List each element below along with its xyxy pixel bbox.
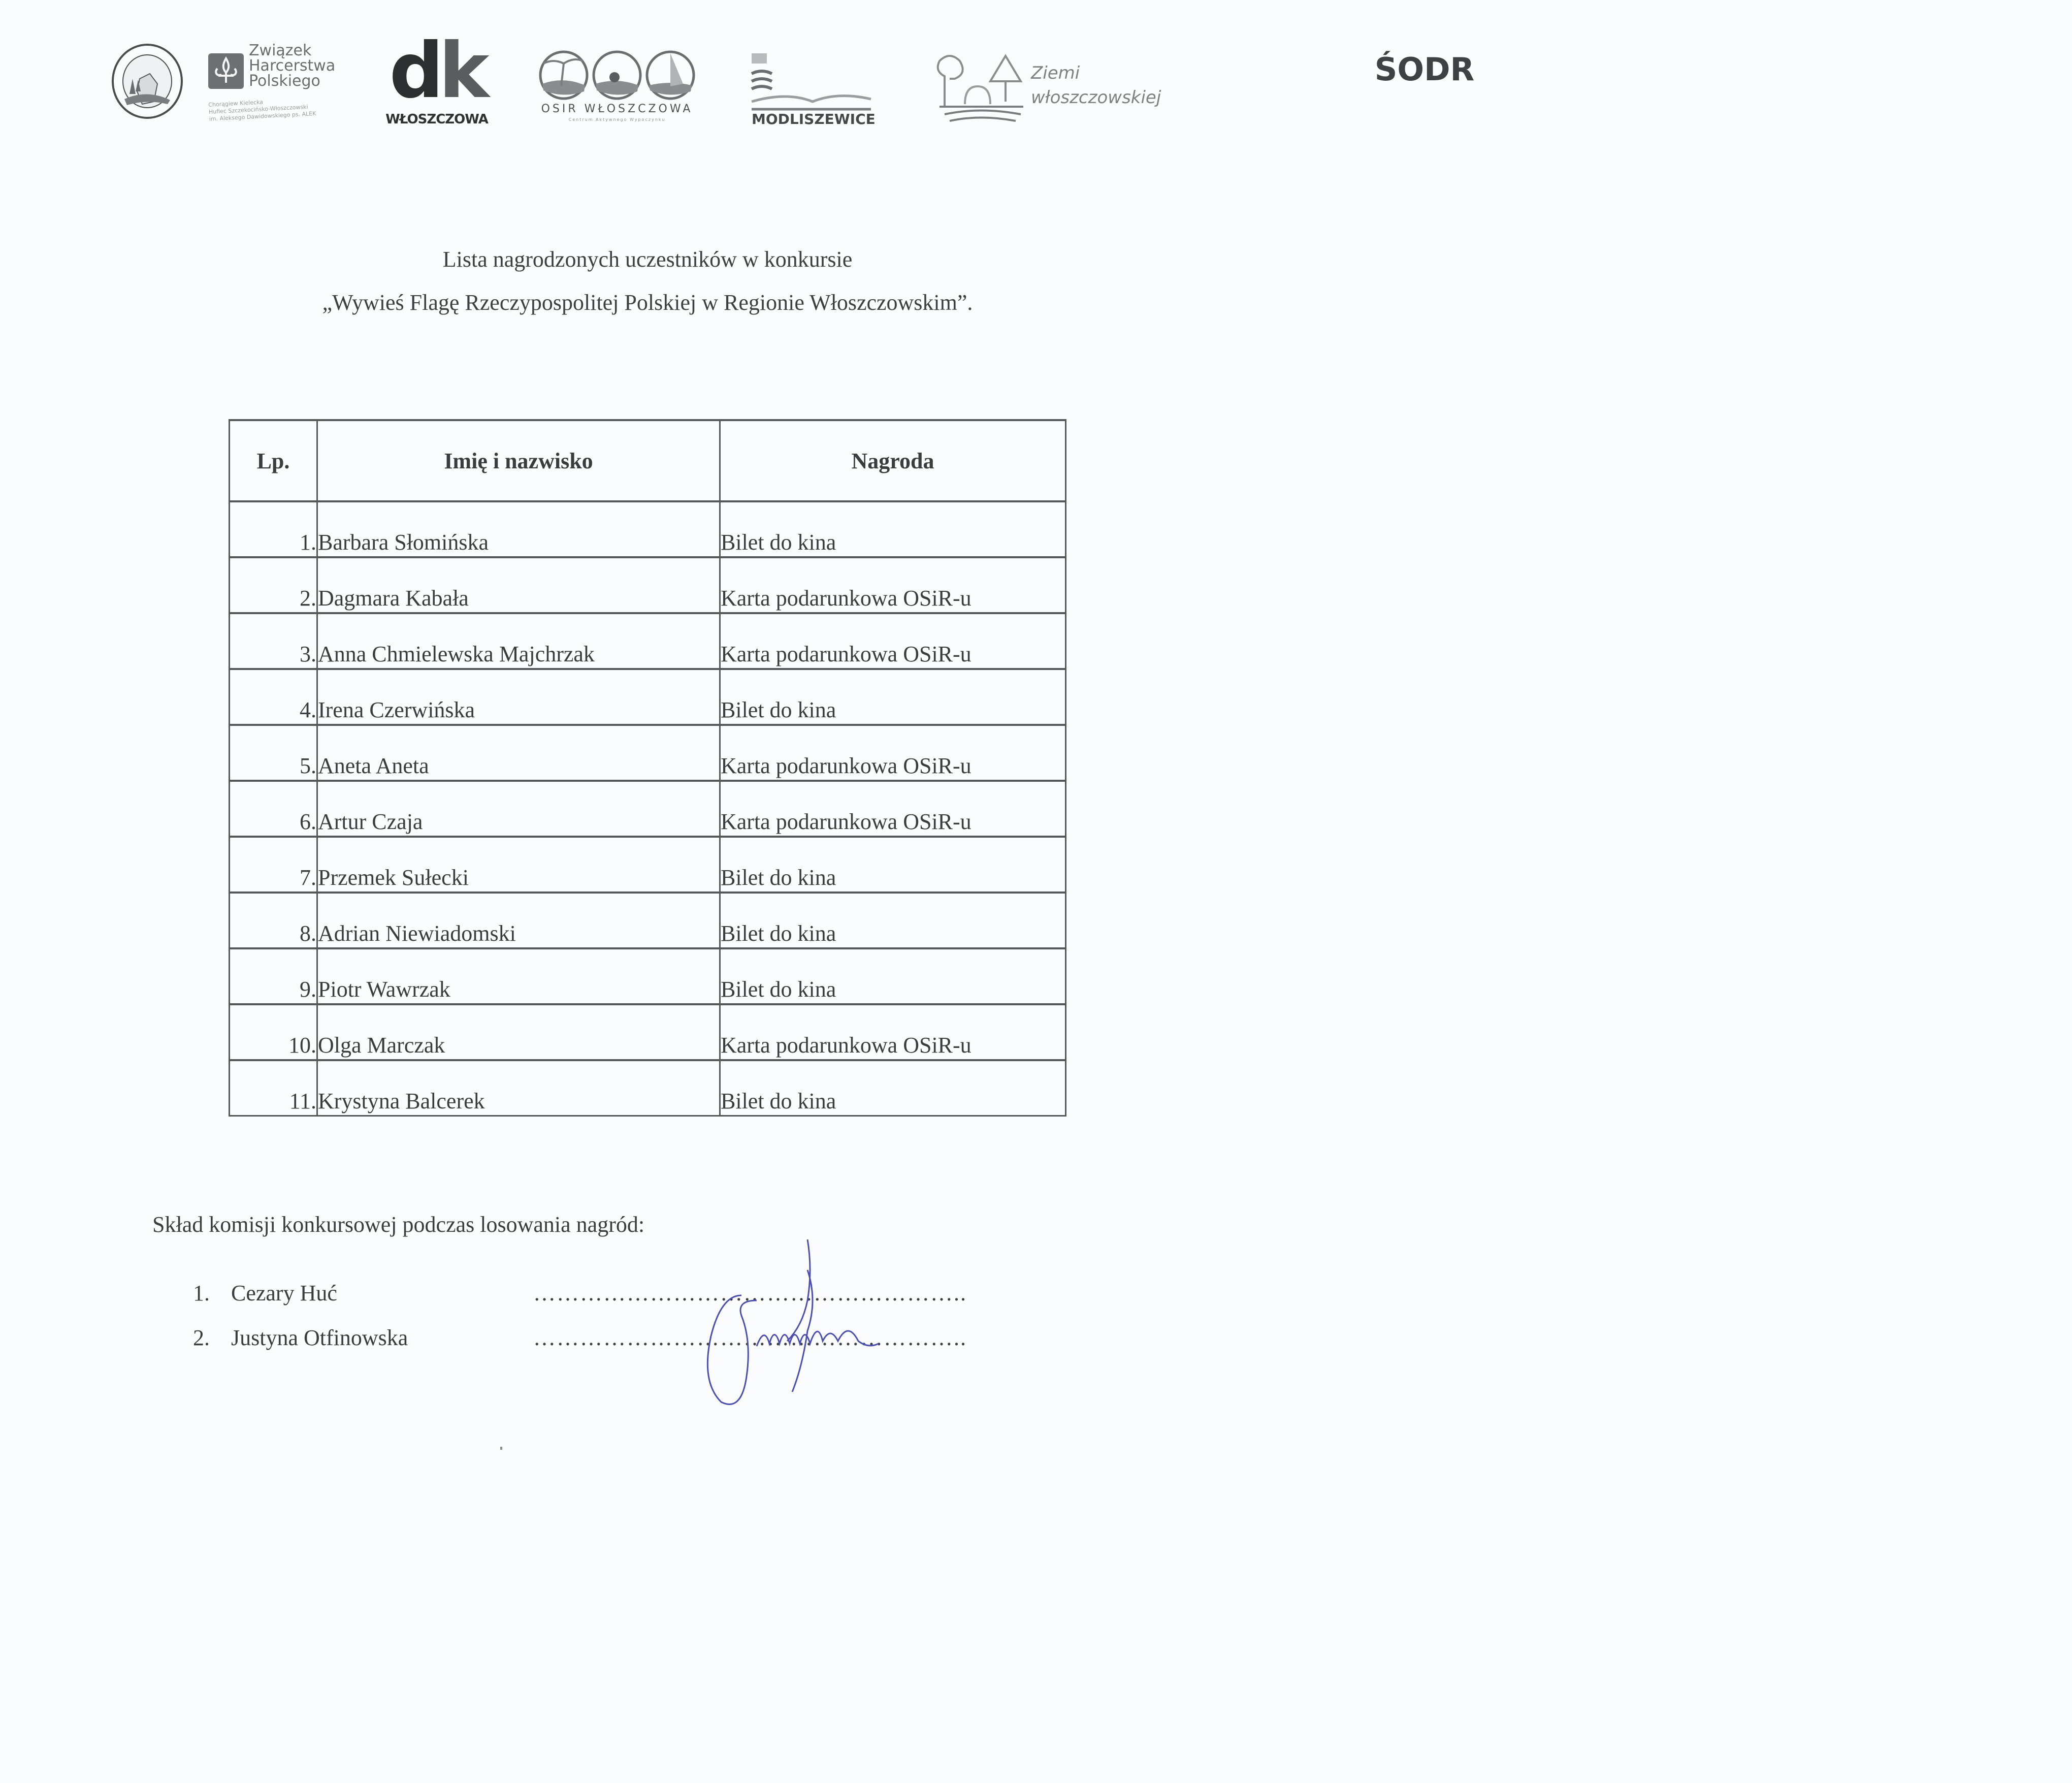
zhp-logo	[208, 43, 361, 124]
dk-mark-d: d	[389, 27, 439, 115]
member-number: 1.	[193, 1281, 210, 1306]
row-lp: 7.	[230, 837, 317, 893]
row-prize: Karta podarunkowa OSiR-u	[720, 557, 1066, 613]
member-name: Justyna Otfinowska	[231, 1325, 408, 1350]
zhp-subtitle: Chorągiew Kielecka Hufiec Szczekocińsko-Włoszczowski im. Aleksego Dawidowskiego ps. ALEK	[208, 99, 316, 122]
row-name: Dagmara Kabała	[317, 557, 720, 613]
awards-table	[229, 419, 1066, 1117]
row-prize: Karta podarunkowa OSiR-u	[720, 725, 1066, 781]
committee-label: Skład komisji konkursowej podczas losowania nagród:	[152, 1212, 645, 1237]
row-prize: Karta podarunkowa OSiR-u	[720, 781, 1066, 837]
row-lp: 10.	[230, 1004, 317, 1060]
ziemi-text: Ziemi włoszczowskiej	[1031, 63, 1161, 108]
member-number: 2.	[193, 1325, 210, 1350]
handwritten-signature	[655, 1239, 970, 1407]
zhp-name: Związek Harcerstwa Polskiego	[249, 42, 336, 90]
table-row	[230, 557, 1066, 613]
row-lp: 3.	[230, 613, 317, 669]
table-row	[230, 781, 1066, 837]
logo-strip	[0, 0, 1475, 152]
table-row	[230, 1060, 1066, 1116]
row-lp: 8.	[230, 893, 317, 948]
row-lp: 2.	[230, 557, 317, 613]
row-lp: 4.	[230, 669, 317, 725]
row-lp: 9.	[230, 948, 317, 1004]
header-name: Imię i nazwisko	[317, 420, 720, 501]
sodr-city: MODLISZEWICE	[752, 111, 876, 128]
table-row	[230, 948, 1066, 1004]
row-prize: Bilet do kina	[720, 893, 1066, 948]
row-name: Artur Czaja	[317, 781, 720, 837]
sodr-name: ŚODR	[1374, 51, 1475, 88]
fleur-de-lis-icon	[208, 53, 244, 89]
document-title-line1: Lista nagrodzonych uczestników w konkursie	[442, 247, 853, 272]
dk-wloszczowa-logo	[376, 27, 498, 132]
row-prize: Bilet do kina	[720, 948, 1066, 1004]
row-name: Barbara Słomińska	[317, 501, 720, 557]
document-title-line2: „Wywieś Flagę Rzeczypospolitej Polskiej w Regionie Włoszczowskim”.	[322, 290, 973, 315]
table-row	[230, 837, 1066, 893]
row-name: Anna Chmielewska Majchrzak	[317, 613, 720, 669]
dk-mark	[376, 27, 498, 115]
osir-circles-icon	[533, 46, 701, 102]
row-lp: 1.	[230, 501, 317, 557]
table-row	[230, 893, 1066, 948]
osir-logo	[533, 46, 701, 137]
row-prize: Bilet do kina	[720, 837, 1066, 893]
signature-line: ………………………………………………..	[533, 1281, 967, 1306]
table-row	[230, 1004, 1066, 1060]
member-name: Cezary Huć	[231, 1281, 337, 1306]
row-prize: Bilet do kina	[720, 501, 1066, 557]
table-row	[230, 669, 1066, 725]
table-header-row	[230, 420, 1066, 501]
row-prize: Bilet do kina	[720, 669, 1066, 725]
row-name: Przemek Sułecki	[317, 837, 720, 893]
tree-sun-icon	[929, 51, 1031, 127]
row-prize: Karta podarunkowa OSiR-u	[720, 613, 1066, 669]
row-lp: 11.	[230, 1060, 317, 1116]
ziemi-wloszczowskiej-logo	[929, 51, 1214, 132]
row-name: Olga Marczak	[317, 1004, 720, 1060]
row-name: Krystyna Balcerek	[317, 1060, 720, 1116]
signature-line: ………………………………………………..	[533, 1325, 967, 1350]
osir-subtitle: Centrum Aktywnego Wypoczynku	[568, 117, 666, 122]
row-name: Irena Czerwińska	[317, 669, 720, 725]
table-row	[230, 501, 1066, 557]
scan-artifact	[500, 1447, 502, 1450]
header-lp: Lp.	[230, 420, 317, 501]
header-prize: Nagroda	[720, 420, 1066, 501]
row-prize: Bilet do kina	[720, 1060, 1066, 1116]
row-lp: 5.	[230, 725, 317, 781]
osir-name: OSIR WŁOSZCZOWA	[541, 103, 693, 115]
row-lp: 6.	[230, 781, 317, 837]
row-prize: Karta podarunkowa OSiR-u	[720, 1004, 1066, 1060]
row-name: Aneta Aneta	[317, 725, 720, 781]
row-name: Adrian Niewiadomski	[317, 893, 720, 948]
lgd-region-logo	[109, 43, 185, 119]
table-row	[230, 725, 1066, 781]
dk-city: WŁOSZCZOWA	[385, 112, 488, 127]
dk-mark-k: k	[438, 27, 484, 115]
table-row	[230, 613, 1066, 669]
row-name: Piotr Wawrzak	[317, 948, 720, 1004]
